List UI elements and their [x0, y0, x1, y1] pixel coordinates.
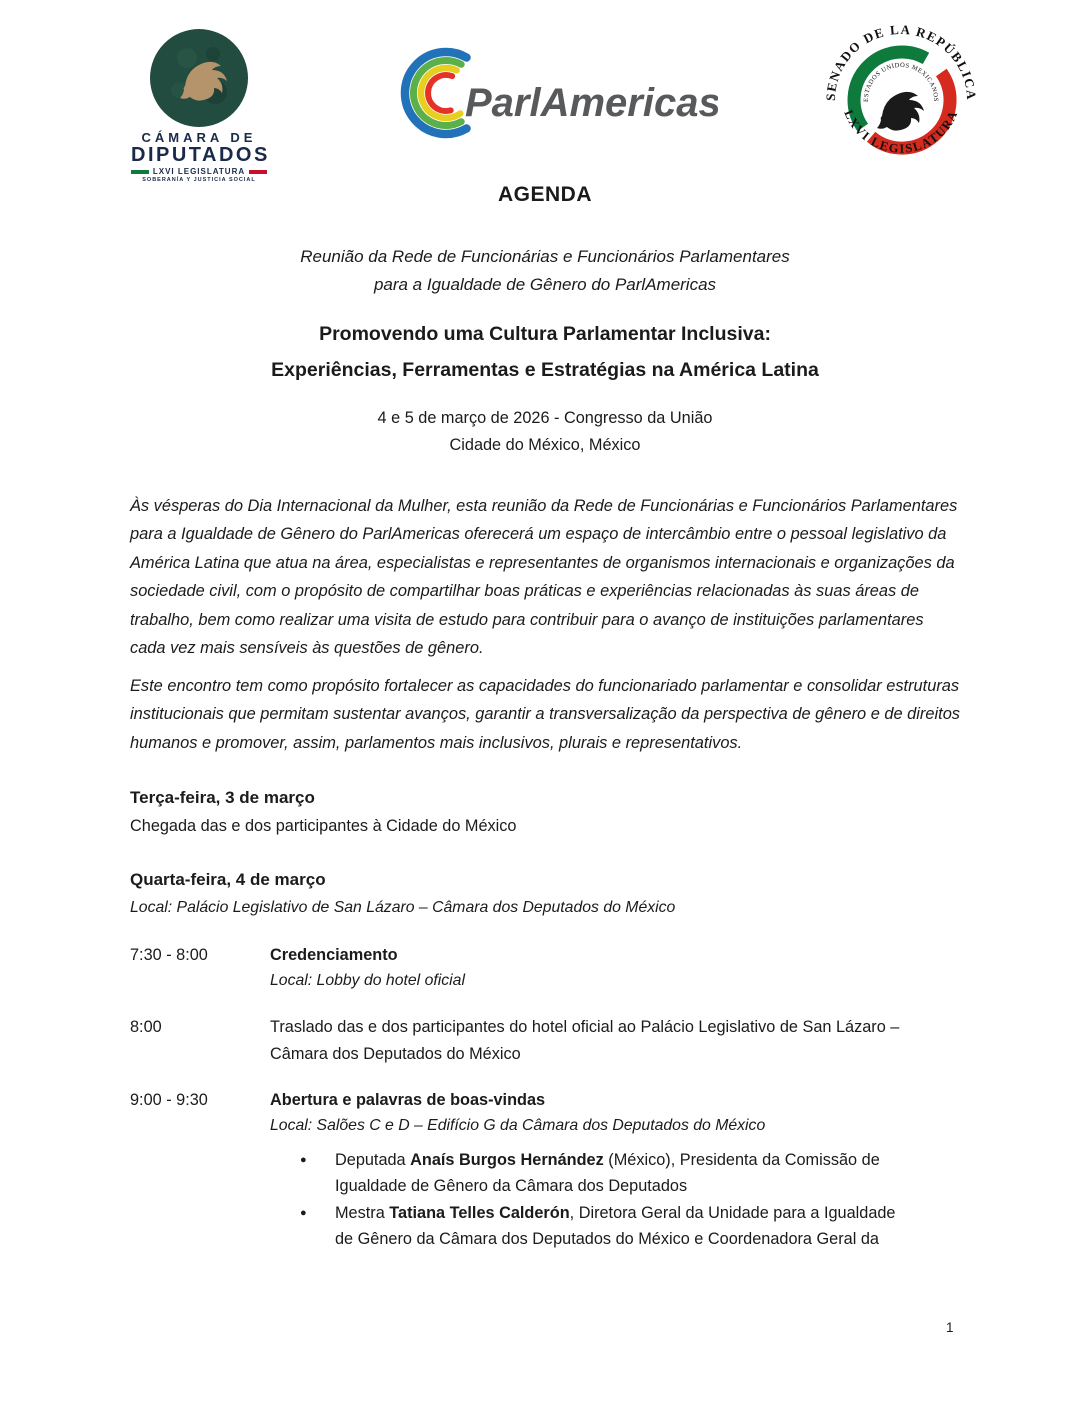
- camara-seal-icon: [149, 28, 249, 128]
- speaker-role: , Diretora Geral da Unidade para a Igualdade de Gênero da Câmara dos Deputados do México e Coordenadora Geral da: [335, 1204, 896, 1248]
- agenda-heading: AGENDA: [497, 183, 592, 206]
- schedule-location: Local: Salões C e D – Edifício G da Câmara dos Deputados do México: [270, 1117, 766, 1134]
- meeting-subtitle-line2: para a Igualdade de Gênero do ParlAmericas: [373, 275, 717, 294]
- bullet-icon: ●: [300, 1154, 307, 1166]
- bullet-icon: ●: [300, 1207, 307, 1219]
- speaker-prefix: Deputada: [335, 1151, 411, 1169]
- schedule-row-credenciamento: [130, 942, 960, 994]
- camara-motto: SOBERANÍA Y JUSTICIA SOCIAL: [142, 177, 256, 183]
- intro-paragraph-2: Este encontro tem como propósito fortalecer as capacidades do funcionariado parlamentar e consolidar estruturas institucionais que permitam sustentar avanços, garantir a transversalização da perspectiva de gênero e de direitos humanos e promover, assim, parlamentos mais inclusivos, plurais e representativos.: [130, 677, 961, 752]
- day-heading-tuesday: Terça-feira, 3 de março: [130, 788, 315, 807]
- senado-bottom-text: LXVI LEGISLATURA: [841, 107, 961, 156]
- event-place: Cidade do México, México: [449, 436, 641, 454]
- event-title: [130, 316, 960, 388]
- green-bar-icon: [131, 170, 149, 174]
- schedule-time: 8:00: [130, 1018, 162, 1036]
- page-number: 1: [946, 1320, 954, 1335]
- speaker-item: [300, 1200, 915, 1252]
- schedule-row-abertura: [130, 1087, 960, 1139]
- schedule-description: Traslado das e dos participantes do hotel oficial ao Palácio Legislativo de San Lázaro – Câmara dos Deputados do México: [270, 1018, 900, 1063]
- schedule-location: Local: Lobby do hotel oficial: [270, 972, 465, 989]
- speaker-prefix: Mestra: [335, 1204, 390, 1222]
- senado-seal-icon: [822, 20, 980, 178]
- day-heading-wednesday: Quarta-feira, 4 de março: [130, 870, 326, 889]
- parlamericas-arcs-icon: [398, 40, 718, 146]
- camara-legislature-label: LXVI LEGISLATURA: [152, 167, 246, 176]
- parlamericas-logo: [398, 40, 718, 146]
- senado-top-text: SENADO DE LA REPÚBLICA: [822, 21, 980, 102]
- red-bar-icon: [249, 170, 267, 174]
- schedule-content: [270, 1087, 942, 1139]
- day-location-wednesday: Local: Palácio Legislativo de San Lázaro – Câmara dos Deputados do México: [130, 899, 676, 916]
- meeting-subtitle-line1: Reunião da Rede de Funcionárias e Funcionários Parlamentares: [300, 247, 790, 266]
- day-note-tuesday: Chegada das e dos participantes à Cidade do México: [130, 817, 517, 835]
- camara-name-line1: CÁMARA DE: [141, 130, 257, 145]
- speaker-name: Tatiana Telles Calderón: [389, 1204, 570, 1222]
- speaker-role: (México), Presidenta da Comissão de Igualdade de Gênero da Câmara dos Deputados: [335, 1151, 880, 1195]
- senado-logo: [822, 20, 980, 178]
- svg-text:SENADO DE LA REPÚBLICA: [823, 22, 979, 101]
- schedule-time: 7:30 - 8:00: [130, 946, 208, 964]
- schedule-title: Abertura e palavras de boas-vindas: [270, 1091, 546, 1109]
- schedule-content: [270, 942, 942, 994]
- speakers-list: [270, 1147, 915, 1253]
- meeting-subtitle: [130, 243, 960, 299]
- camara-diputados-logo: [131, 28, 270, 183]
- camara-name-line2: DIPUTADOS: [131, 144, 270, 166]
- event-title-line1: Promovendo uma Cultura Parlamentar Inclusiva:: [319, 323, 771, 345]
- schedule-row-traslado: [130, 1014, 960, 1068]
- speaker-item: [300, 1147, 915, 1199]
- event-date-place: [130, 405, 960, 459]
- schedule-time: 9:00 - 9:30: [130, 1091, 208, 1109]
- intro-paragraph-1: Às vésperas do Dia Internacional da Mulher, esta reunião da Rede de Funcionárias e Funcionários Parlamentares para a Igualdade de Gênero do ParlAmericas oferecerá um espaço de intercâmbio entre o pessoal legislativo da América Latina que atua na área, especialistas e representantes de organismos internacionais e organizações da sociedade civil, com o propósito de compartilhar boas práticas e experiências relacionadas às suas áreas de trabalho, bem como realizar uma visita de estudo para contribuir para o avanço de instituições parlamentares cada vez mais sensíveis às questões de gênero.: [130, 497, 958, 658]
- parlamericas-wordmark: ParlAmericas: [465, 81, 718, 125]
- event-title-line2: Experiências, Ferramentas e Estratégias na América Latina: [271, 359, 819, 381]
- senado-center-text: ESTADOS UNIDOS MEXICANOS: [862, 61, 940, 102]
- speaker-name: Anaís Burgos Hernández: [410, 1151, 604, 1169]
- camara-legislature-row: [131, 167, 267, 176]
- schedule-title: Credenciamento: [270, 946, 398, 964]
- event-date: 4 e 5 de março de 2026 - Congresso da União: [377, 409, 713, 427]
- senado-eagle-icon: [877, 92, 924, 131]
